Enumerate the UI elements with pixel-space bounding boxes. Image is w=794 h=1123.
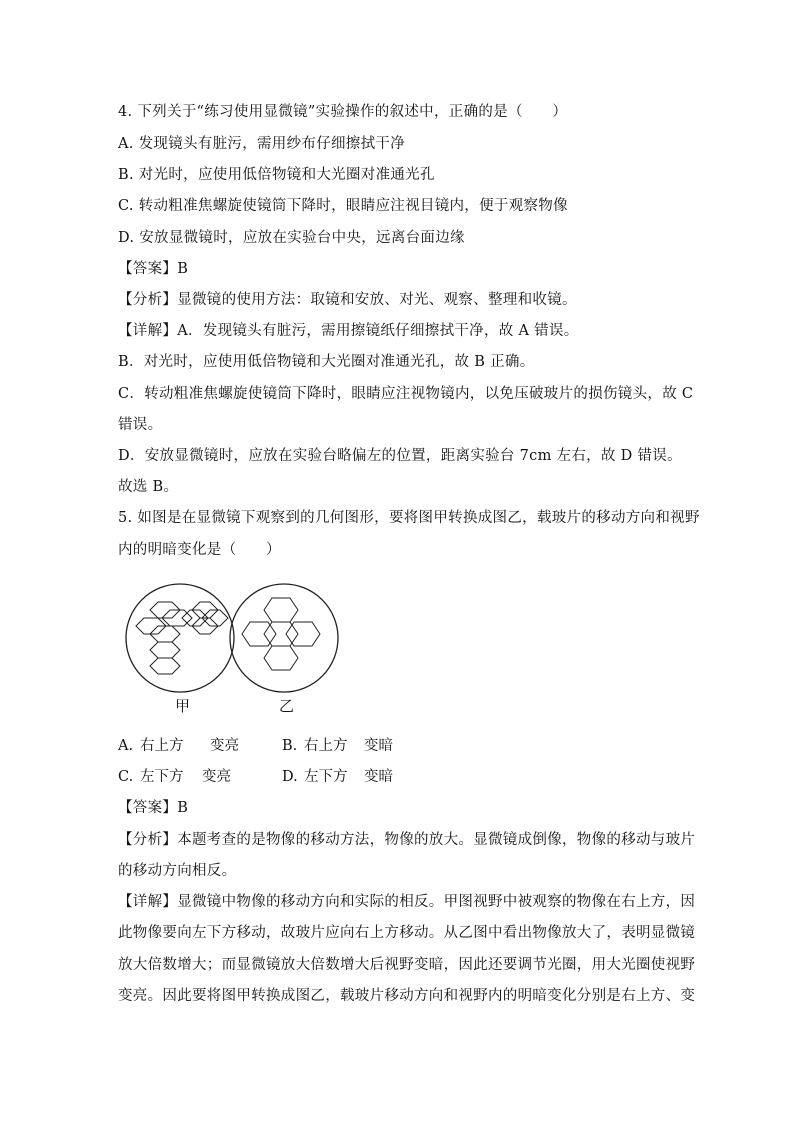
q5-option-change: 变亮 xyxy=(210,738,239,754)
microscope-figure xyxy=(120,582,340,722)
q5-answer: 【答案】B xyxy=(118,800,189,816)
q5-option-letter: A. xyxy=(118,738,134,754)
q4-detail-line: 【详解】A．发现镜头有脏污，需用擦镜纸仔细擦拭干净，故 A 错误。 xyxy=(118,323,579,339)
q5-stem-line: 内的明暗变化是（ ） xyxy=(118,542,281,558)
q5-detail-line: 放大倍数增大；而显微镜放大倍数增大后视野变暗，因此还要调节光圈，用大光圈使视野 xyxy=(118,957,696,973)
hexagons-jia xyxy=(136,602,228,674)
q4-detail-line: 故选 B。 xyxy=(118,479,179,495)
field-circle-jia xyxy=(126,584,234,692)
field-of-view-diagram xyxy=(120,582,340,722)
q4-detail-line: C．转动粗准焦螺旋使镜筒下降时，眼睛应注视物镜内，以免压破玻片的损伤镜头，故 C xyxy=(118,386,694,402)
q4-option-a: A. 发现镜头有脏污，需用纱布仔细擦拭干净 xyxy=(118,136,405,152)
figure-label-jia: 甲 xyxy=(175,697,191,715)
q4-analysis: 【分析】显微镜的使用方法：取镜和安放、对光、观察、整理和收镜。 xyxy=(118,292,577,308)
q5-option-change: 变暗 xyxy=(364,769,393,785)
q5-option-letter: B. xyxy=(282,738,298,754)
figure-label-yi: 乙 xyxy=(279,697,295,715)
q4-detail-line: B．对光时，应使用低倍物镜和大光圈对准通光孔，故 B 正确。 xyxy=(118,354,535,370)
field-circle-yi xyxy=(230,584,338,692)
q5-detail-line: 此物像要向左下方移动，故玻片应向右上方移动。从乙图中看出物像放大了，表明显微镜 xyxy=(118,925,696,941)
q5-option-direction: 左下方 xyxy=(304,769,348,785)
q5-analysis-line: 的移动方向相反。 xyxy=(118,863,237,879)
q5-option-direction: 左下方 xyxy=(140,769,184,785)
q5-analysis-line: 【分析】本题考查的是物像的移动方法，物像的放大。显微镜成倒像，物像的移动与玻片 xyxy=(118,832,696,848)
q5-option-direction: 右上方 xyxy=(304,738,348,754)
q4-stem: 4. 下列关于“练习使用显微镜”实验操作的叙述中，正确的是（ ） xyxy=(118,104,568,120)
q5-option-letter: C. xyxy=(118,769,134,785)
q4-option-b: B. 对光时，应使用低倍物镜和大光圈对准通光孔 xyxy=(118,167,435,183)
q4-option-d: D. 安放显微镜时，应放在实验台中央，远离台面边缘 xyxy=(118,230,465,246)
q5-option-direction: 右上方 xyxy=(140,738,184,754)
q4-option-c: C. 转动粗准焦螺旋使镜筒下降时，眼睛应注视目镜内，便于观察物像 xyxy=(118,198,568,214)
hexagons-yi xyxy=(242,598,320,670)
q5-option-letter: D. xyxy=(282,769,298,785)
q4-detail-line: 错误。 xyxy=(118,417,163,433)
q5-stem-line: 5. 如图是在显微镜下观察到的几何图形，要将图甲转换成图乙，载玻片的移动方向和视野 xyxy=(118,510,700,526)
q4-answer: 【答案】B xyxy=(118,261,189,277)
q5-detail-line: 变亮。因此要将图甲转换成图乙，载玻片移动方向和视野内的明暗变化分别是右上方、变 xyxy=(118,988,696,1004)
q4-detail-line: D．安放显微镜时，应放在实验台略偏左的位置，距离实验台 7cm 左右，故 D 错误。 xyxy=(118,448,682,464)
q5-detail-line: 【详解】显微镜中物像的移动方向和实际的相反。甲图视野中被观察的物像在右上方，因 xyxy=(118,894,696,910)
q5-option-change: 变暗 xyxy=(364,738,393,754)
q5-option-change: 变亮 xyxy=(202,769,231,785)
